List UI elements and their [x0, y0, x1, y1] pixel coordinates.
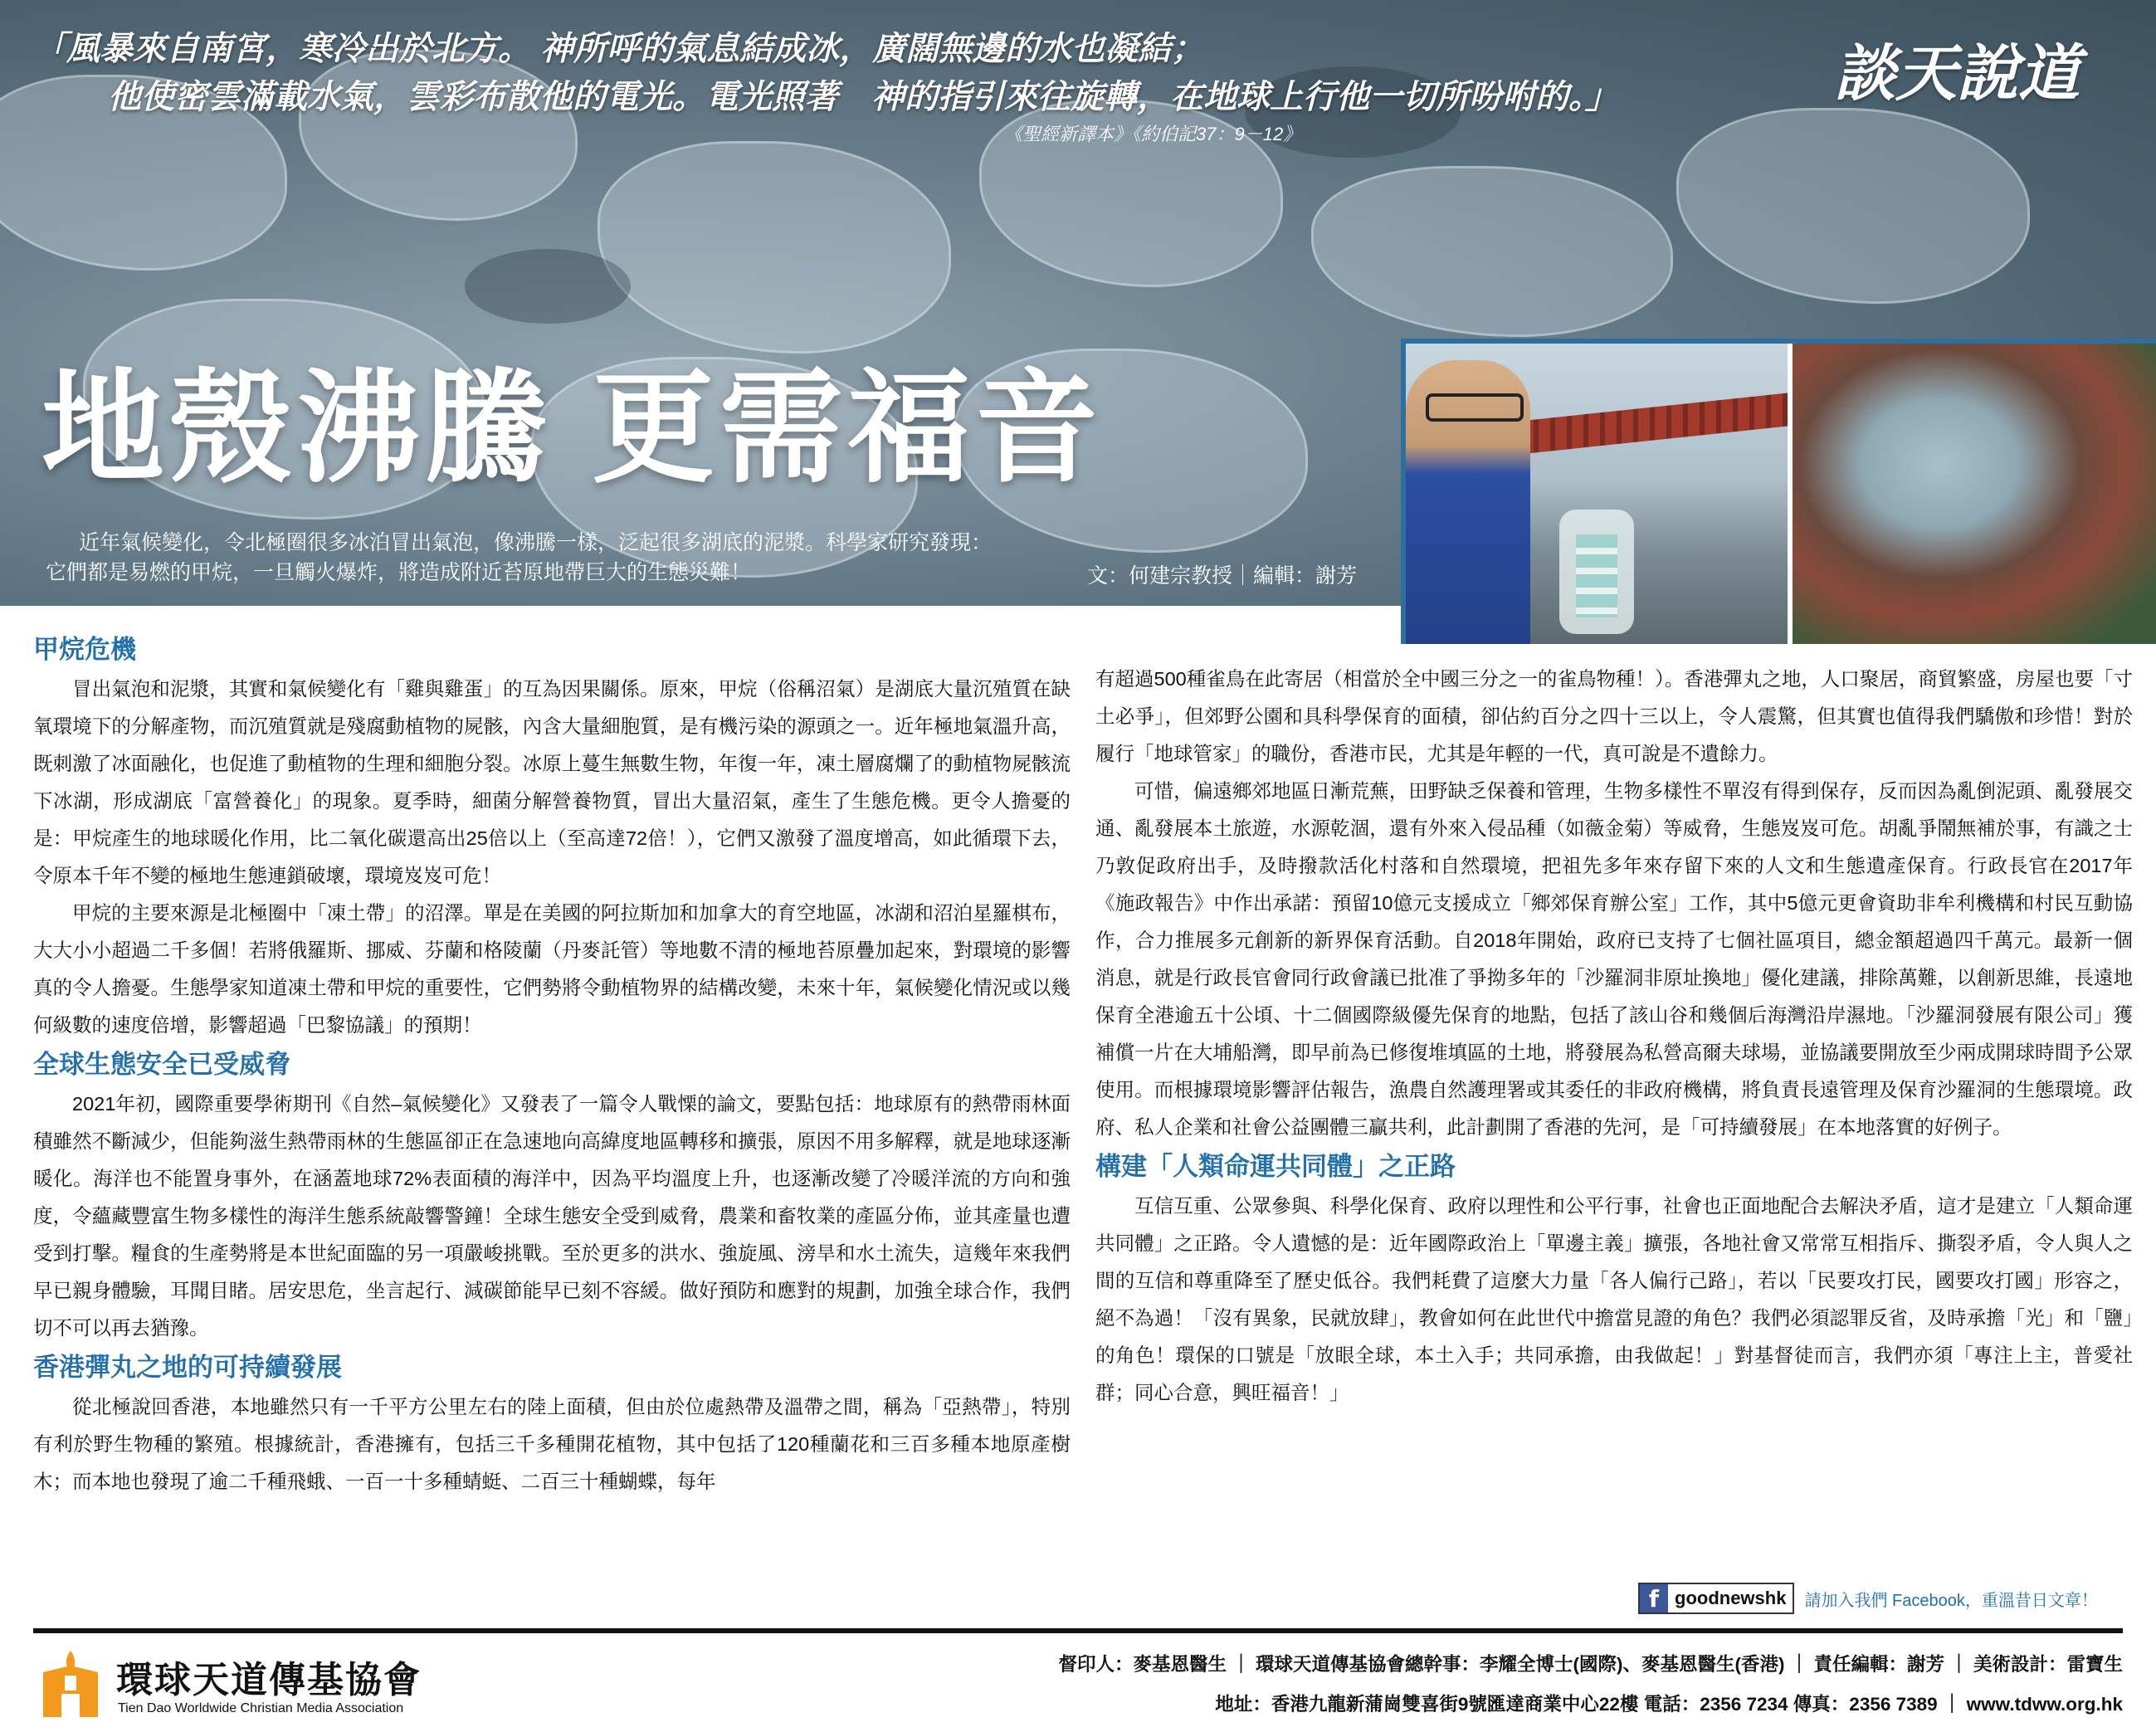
facebook-text: 請加入我們 Facebook，重溫昔日文章！: [1804, 1591, 2098, 1610]
intro-paragraph: 近年氣候變化，令北極圈很多冰泊冒出氣泡，像沸騰一樣，泛起很多湖底的泥漿。科學家研究發現：: [79, 531, 993, 554]
facebook-icon: f: [1640, 1584, 1668, 1612]
sample-tubes: [1576, 534, 1617, 617]
sample-bag: [1559, 510, 1634, 634]
quote-source: 《聖經新譯本》《約伯記37：9－12》: [1004, 124, 1302, 144]
byline: 文：何建宗教授｜編輯：謝芳: [1087, 564, 1358, 588]
footer-address: 地址：香港九龍新蒲崗雙喜街9號匯達商業中心22樓 電話：2356 7234 傳真：2356 7389 ｜ www.tdww.org.hk: [1215, 1694, 2123, 1715]
ice-floe: [1311, 166, 1673, 337]
quote-line-1: 「風暴來自南宮，寒冷出於北方。 神所呼的氣息結成冰，廣闊無邊的水也凝結；: [33, 31, 1205, 67]
facebook-handle: goodnewshk: [1675, 1588, 1787, 1608]
org-name-english: Tien Dao Worldwide Christian Media Association: [118, 1701, 404, 1715]
section-heading: 香港彈丸之地的可持續發展: [33, 1353, 342, 1382]
article-column-left: [33, 629, 1071, 1500]
tundra-photo: [1793, 344, 2156, 644]
facebook-link[interactable]: [1638, 1583, 1794, 1614]
section-heading: 構建「人類命運共同體」之正路: [1095, 1152, 1456, 1181]
paragraph: 甲烷的主要來源是北極圈中「凍土帶」的沼澤。單是在美國的阿拉斯加和加拿大的育空地區，冰湖和沼泊星羅棋布，大大小小超過二千多個！若將俄羅斯、挪威、芬蘭和格陵蘭（丹麥託管）等地數不清的極地苔原疊加起來，對環境的影響真的令人擔憂。生態學家知道凍土帶和甲烷的重要性，它們勢將令動植物界的結構改變，未來十年，氣候變化情況或以幾何級數的速度倍增，影響超過「巴黎協議」的預期！: [33, 902, 1071, 1036]
org-name: 環球天道傳基協會: [116, 1660, 422, 1700]
intro-paragraph: 它們都是易燃的甲烷，一旦觸火爆炸，將造成附近苔原地帶巨大的生態災難！: [46, 561, 752, 584]
article-column-right: [1095, 661, 2133, 1412]
paragraph: 2021年初，國際重要學術期刊《自然–氣候變化》又發表了一篇令人戰慄的論文，要點包括：地球原有的熱帶雨林面積雖然不斷減少，但能夠滋生熱帶雨林的生態區卻正在急速地向高緯度地區轉移和擴張，原因不用多解釋，就是地球逐漸暖化。海洋也不能置身事外，在涵蓋地球72%表面積的海洋中，因為平均溫度上升，也逐漸改變了冷暖洋流的方向和強度，令蘊藏豐富生物多樣性的海洋生態系統敲響警鐘！全球生態安全受到威脅，農業和畜牧業的產區分佈，並其產量也遭受到打擊。糧食的生產勢將是本世紀面臨的另一項嚴峻挑戰。至於更多的洪水、強旋風、滂旱和水土流失，這幾年來我們早已親身體驗，耳聞目睹。居安思危，坐言起行、減碳節能早已刻不容緩。做好預防和應對的規劃，加強全球合作，我們切不可以再去猶豫。: [33, 1093, 1071, 1339]
paragraph: 從北極說回香港，本地雖然只有一千平方公里左右的陸上面積，但由於位處熱帶及溫帶之間，稱為「亞熱帶」，特別有利於野生物種的繁殖。根據統計，香港擁有，包括三千多種開花植物，其中包括了120種蘭花和三百多種本地原產樹木；而本地也發現了逾二千種飛蛾、一百一十多種蜻蜓、二百三十種蝴蝶，每年: [33, 1396, 1071, 1492]
page-title: 地殼沸騰 更需福音: [41, 360, 1104, 497]
article-photo: [1401, 339, 2156, 644]
section-heading: 甲烷危機: [33, 635, 136, 664]
org-logo-icon: [33, 1647, 108, 1720]
water-gap: [465, 249, 631, 324]
footer-credits: 督印人：麥基恩醫生 ｜ 環球天道傳基協會總幹事：李耀全博士(國際)、麥基恩醫生(香港) ｜ 責任編輯：謝芳 ｜ 美術設計：雷寶生: [1058, 1654, 2123, 1675]
paragraph: 可惜，偏遠鄉郊地區日漸荒蕪，田野缺乏保養和管理，生物多樣性不單沒有得到保存，反而因為亂倒泥頭、亂發展交通、亂發展本土旅遊，水源乾涸，還有外來入侵品種（如薇金菊）等威脅，生態岌岌可危。胡亂爭鬧無補於事，有識之士乃敦促政府出手，及時撥款活化村落和自然環境，把祖先多年來存留下來的人文和生態遺產保育。行政長官在2017年《施政報告》中作出承諾：預留10億元支援成立「鄉郊保育辦公室」工作，其中5億元更會資助非牟利機構和村民互動協作，合力推展多元創新的新界保育活動。自2018年開始，政府已支持了七個社區項目，總金額超過四千萬元。最新一個消息，就是行政長官會同行政會議已批准了爭拗多年的「沙羅洞非原址換地」優化建議，排除萬難，以創新思維，長遠地保育全港逾五十公頃、十二個國際級優先保育的地點，包括了該山谷和幾個后海灣沿岸濕地。「沙羅洞發展有限公司」獲補償一片在大埔船灣，即早前為已修復堆填區的土地，將發展為私營高爾夫球場，並協議要開放至少兩成開球時間予公眾使用。而根據環境影響評估報告，漁農自然護理署或其委任的非政府機構，將負責長遠管理及保育沙羅洞的生態環境。政府、私人企業和社會公益團體三贏共利，此計劃開了香港的先河，是「可持續發展」在本地落實的好例子。: [1095, 780, 2133, 1138]
paragraph: 互信互重、公眾參與、科學化保育、政府以理性和公平行事，社會也正面地配合去解決矛盾，這才是建立「人類命運共同體」之正路。令人遺憾的是：近年國際政治上「單邊主義」擴張，各地社會又常常互相指斥、撕裂矛盾，令人與人之間的互信和尊重降至了歷史低谷。我們耗費了這麼大力量「各人偏行己路」，若以「民要攻打民，國要攻打國」形容之，絕不為過！「沒有異象，民就放肆」，教會如何在此世代中擔當見證的角色？我們必須認罪反省，及時承擔「光」和「鹽」的角色！環保的口號是「放眼全球，本土入手；共同承擔，由我做起！」對基督徒而言，我們亦須「專注上主，普愛社群；同心合意，興旺福音！」: [1095, 1195, 2133, 1403]
footer-divider: [33, 1628, 2123, 1633]
section-heading: 全球生態安全已受威脅: [33, 1050, 290, 1079]
quote-line-2: 他使密雲滿載水氣，雲彩布散他的電光。電光照著 神的指引來往旋轉，在地球上行他一切所吩咐的。」: [108, 79, 1618, 115]
intro-text: [46, 528, 1041, 588]
ice-floe: [598, 141, 951, 354]
column-logo: 談天說道: [1834, 38, 2080, 110]
facebook-promo: [1638, 1582, 2098, 1615]
paragraph: 有超過500種雀鳥在此寄居（相當於全中國三分之一的雀鳥物種！）。香港彈丸之地，人口聚居，商貿繁盛，房屋也要「寸土必爭」，但郊野公園和具科學保育的面積，卻佔約百分之四十三以上，令人震驚，但其實也值得我們驕傲和珍惜！對於履行「地球管家」的職份，香港市民，尤其是年輕的一代，真可說是不遺餘力。: [1095, 668, 2133, 764]
glasses-shape: [1426, 393, 1524, 422]
paragraph: 冒出氣泡和泥漿，其實和氣候變化有「雞與雞蛋」的互為因果關係。原來，甲烷（俗稱沼氣）是湖底大量沉殖質在缺氧環境下的分解產物，而沉殖質就是殘腐動植物的屍骸，內含大量細胞質，是有機污染的源頭之一。近年極地氣溫升高，既刺激了冰面融化，也促進了動植物的生理和細胞分裂。冰原上蔓生無數生物，年復一年，凍土層腐爛了的動植物屍骸流下冰湖，形成湖底「富營養化」的現象。夏季時，細菌分解營養物質，冒出大量沼氣，產生了生態危機。更令人擔憂的是：甲烷產生的地球暖化作用，比二氧化碳還高出25倍以上（至高達72倍！），它們又激發了溫度增高，如此循環下去，令原本千年不變的極地生態連鎖破壞，環境岌岌可危！: [33, 678, 1071, 886]
bible-quote: [33, 25, 1618, 121]
